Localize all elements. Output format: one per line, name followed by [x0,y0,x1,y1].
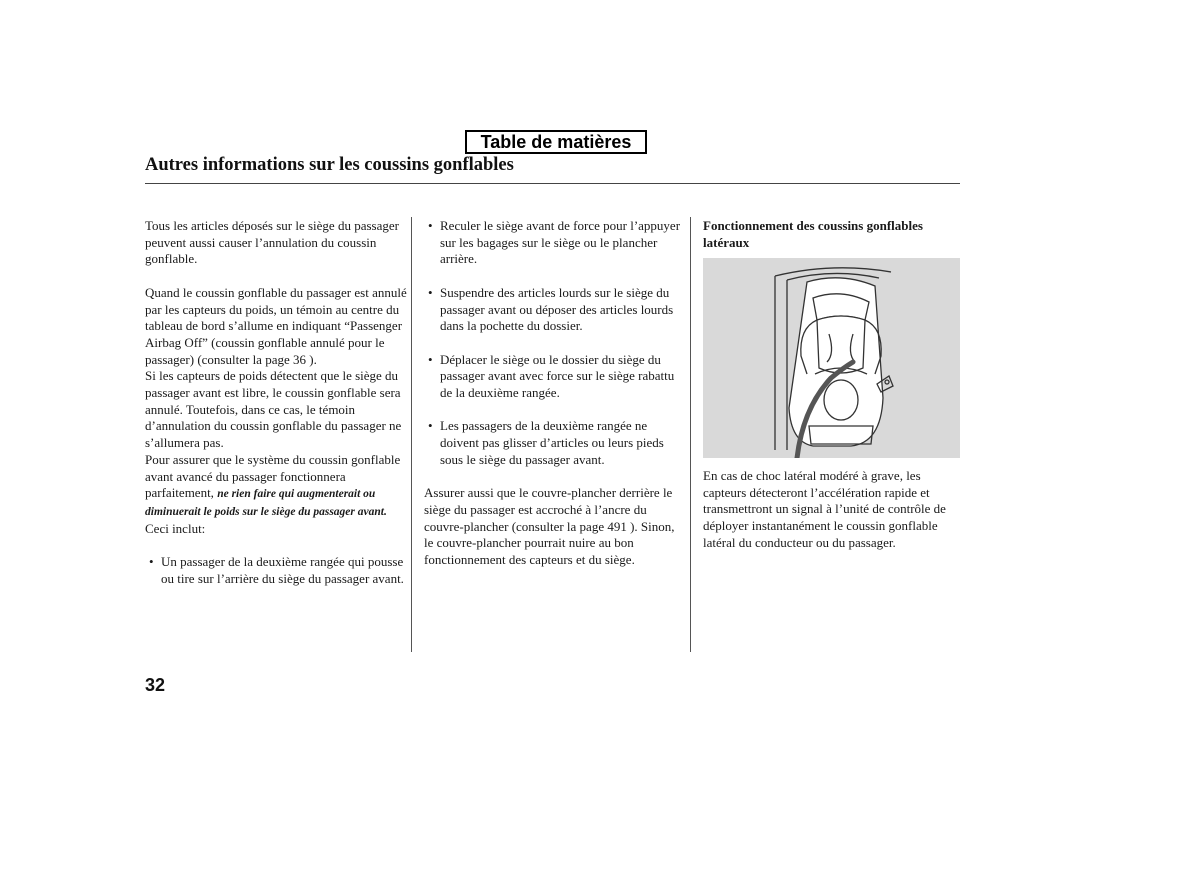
list-item [145,554,407,587]
side-airbag-illustration [703,258,960,458]
list-item-text: Les passagers de la deuxième rangée ne doivent pas glisser d’articles ou leurs pieds sous le siège du passager avant. [440,418,664,467]
bullet-icon: • [428,418,433,434]
list-item-text: Suspendre des articles lourds sur le siège du passager avant ou déposer des articles lourds dans la pochette du dossier. [440,284,674,334]
bullet-icon: • [428,218,433,233]
column-1 [145,218,407,587]
heading-divider [145,183,960,184]
column-3-body [703,468,960,552]
list-item [424,285,686,335]
column-divider [690,217,691,652]
column-divider [411,217,412,652]
paragraph-text: Pour assurer que le système du coussin gonflable avant avancé du passager fonctionnera parfaitement, [145,451,401,501]
list-item [424,418,686,468]
paragraph: Tous les articles déposés sur le siège du passager peuvent aussi causer l’annulation du coussin gonflable. [145,218,399,267]
emphasis-text: ne rien faire qui augmenterait ou diminuerait le poids sur le siège du passager avant. [145,488,387,518]
paragraph: Assurer aussi que le couvre-plancher derrière le siège du passager est accroché à l’ancre du couvre-plancher (consulter la page 491 ). Sinon, le couvre-plancher pourrait nuire au bon fonctionnement des capteurs et du siège. [424,485,675,567]
list-item-text: Déplacer le siège ou le dossier du siège du passager avant avec force sur le siège rabattu de la deuxième rangée. [440,351,675,400]
list-item [424,218,686,268]
paragraph [145,452,407,538]
paragraph: Si les capteurs de poids détectent que le siège du passager avant est libre, le coussin gonflable sera annulé. Toutefois, dans ce cas, le témoin d’annulation du coussin gonflable du passager ne s’allumera pas. [145,368,402,451]
paragraph: En cas de choc latéral modéré à grave, les capteurs détecteront l’accélération rapide et transmettront un signal à l’unité de contrôle de déployer instantanément le coussin gonflable latéral du conducteur ou du passager. [703,468,946,550]
paragraph-text: Ceci inclut: [145,520,206,536]
paragraph: Quand le coussin gonflable du passager est annulé par les capteurs du poids, un témoin au centre du tableau de bord s’allume en indiquant “Passenger Airbag Off” (coussin gonflable annulé pour le passager) (consulter la page 36 ). [145,284,407,367]
bullet-icon: • [428,284,433,300]
occupant-seat-diagram [703,258,960,458]
list-item [424,352,686,402]
section-subheading: Fonctionnement des coussins gonflables latéraux [703,218,923,250]
page-number: 32 [145,675,166,695]
list-item-text: Un passager de la deuxième rangée qui pousse ou tire sur l’arrière du siège du passager avant. [161,554,404,586]
column-3 [703,218,960,251]
bullet-icon: • [149,554,154,570]
table-of-contents-button[interactable]: Table de matières [465,130,647,154]
page-title: Autres informations sur les coussins gonflables [145,155,514,175]
column-2 [424,218,686,569]
bullet-icon: • [428,351,433,367]
list-item-text: Reculer le siège avant de force pour l’appuyer sur les bagages sur le siège ou le plancher arrière. [440,218,681,267]
